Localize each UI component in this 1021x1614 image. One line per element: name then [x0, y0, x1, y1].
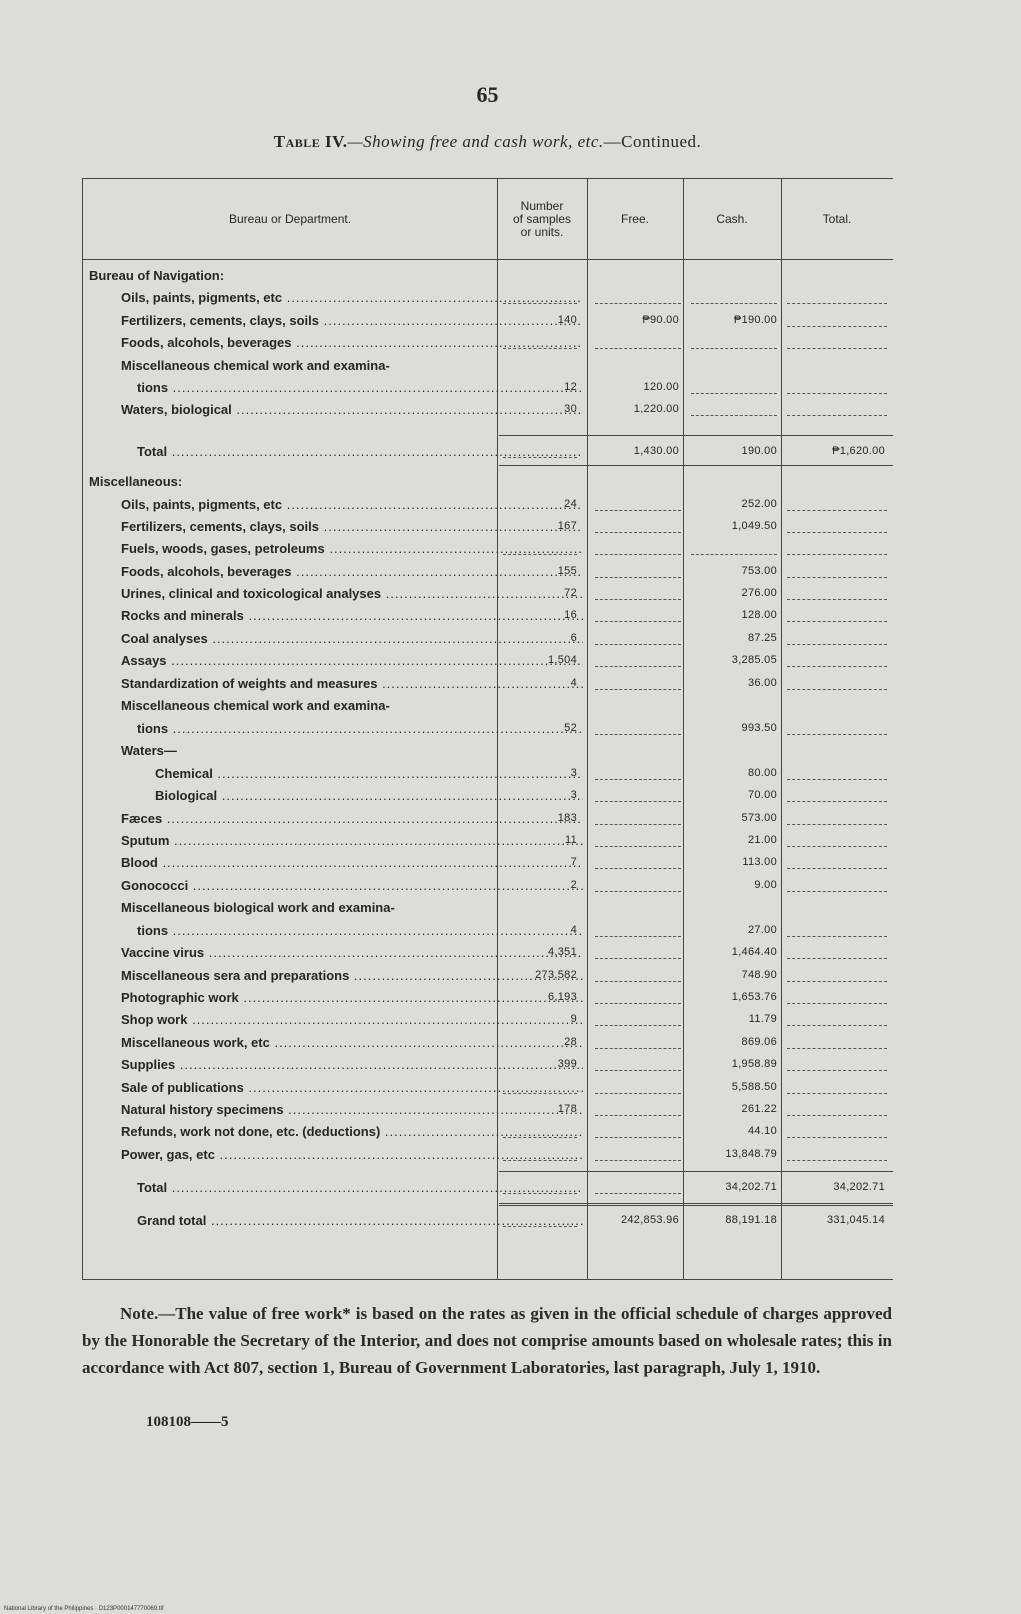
- table-row: [83, 516, 893, 538]
- table-row-subheading: [83, 740, 893, 762]
- data-table: [82, 178, 893, 1280]
- blank-dash: [787, 1160, 887, 1161]
- row-label: Sale of publications .....: [121, 1080, 583, 1095]
- footnote-text: Note.—The value of free work* is based on the rates as given in the official schedule of charges approved by the Honorable the Secretary of the Interior, and does not comprise amounts based on wholesale rates; this in accordance with Act 807, section 1, Bureau of Government Laboratories, last paragraph, July 1, 1910.: [82, 1304, 892, 1377]
- row-label: Blood .....: [121, 855, 583, 870]
- free-cell: 242,853.96: [620, 1214, 679, 1226]
- blank-dash: [503, 554, 577, 555]
- total-cell: 331,045.14: [826, 1214, 885, 1226]
- header-rule: [83, 259, 893, 260]
- table-row: [83, 1121, 893, 1143]
- blank-dash: [595, 1115, 681, 1116]
- row-label: Foods, alcohols, beverages .....: [121, 564, 583, 579]
- number-cell: 273,582: [535, 969, 577, 981]
- free-cell: 1,430.00: [633, 445, 679, 457]
- blank-dash: [787, 1115, 887, 1116]
- header-number-line: or units.: [520, 224, 564, 239]
- blank-dash: [787, 1025, 887, 1026]
- section-heading: [83, 265, 893, 287]
- blank-dash: [787, 1003, 887, 1004]
- table-row: [83, 494, 893, 516]
- row-label: Vaccine virus .....: [121, 945, 583, 960]
- section-heading: [83, 471, 893, 493]
- table-row: [83, 1144, 893, 1166]
- blank-dash: [595, 801, 681, 802]
- table-row-continued: [83, 897, 893, 919]
- blank-dash: [595, 936, 681, 937]
- row-label: Assays .....: [121, 653, 583, 668]
- header-number-line: Number: [520, 198, 564, 213]
- row-label: Fertilizers, cements, clays, soils .....: [121, 519, 583, 534]
- number-cell: 11: [564, 834, 577, 846]
- blank-dash: [691, 303, 777, 304]
- blank-dash: [503, 1137, 577, 1138]
- table-row: [83, 650, 893, 672]
- cash-cell: 88,191.18: [725, 1214, 777, 1226]
- table-row: [83, 310, 893, 332]
- blank-dash: [595, 846, 681, 847]
- blank-dash: [787, 801, 887, 802]
- header-free: Free.: [620, 211, 649, 226]
- blank-dash: [787, 958, 887, 959]
- row-label: Chemical .....: [155, 766, 583, 781]
- blank-dash: [503, 1093, 577, 1094]
- row-label: Biological .....: [155, 788, 583, 803]
- blank-dash: [787, 1070, 887, 1071]
- total-row: [83, 1177, 893, 1199]
- blank-dash: [595, 779, 681, 780]
- table-row: [83, 1099, 893, 1121]
- table-row: [83, 1054, 893, 1076]
- blank-dash: [595, 958, 681, 959]
- row-label: Fuels, woods, gases, petroleums .....: [121, 541, 583, 556]
- cash-cell: 44.10: [747, 1125, 777, 1137]
- number-cell: 52: [564, 722, 577, 734]
- blank-dash: [787, 666, 887, 667]
- cash-cell: 276.00: [741, 587, 777, 599]
- blank-dash: [595, 1070, 681, 1071]
- number-cell: 6,193: [547, 991, 577, 1003]
- cash-cell: 190.00: [741, 445, 777, 457]
- blank-dash: [595, 1137, 681, 1138]
- blank-dash: [595, 689, 681, 690]
- cash-cell: 34,202.71: [725, 1181, 777, 1193]
- number-cell: 24: [564, 498, 577, 510]
- row-label: Oils, paints, pigments, etc .....: [121, 290, 583, 305]
- blank-dash: [503, 457, 577, 458]
- header-bureau: Bureau or Department.: [228, 211, 352, 226]
- blank-dash: [787, 846, 887, 847]
- cash-cell: 753.00: [741, 565, 777, 577]
- cash-cell: 1,958.89: [731, 1058, 777, 1070]
- row-label: Miscellaneous chemical work and examina-: [121, 358, 390, 373]
- blank-dash: [691, 393, 777, 394]
- blank-dash: [787, 532, 887, 533]
- blank-dash: [595, 734, 681, 735]
- cash-cell: 1,653.76: [731, 991, 777, 1003]
- row-label: Sputum .....: [121, 833, 583, 848]
- table-row: [83, 1077, 893, 1099]
- blank-dash: [787, 510, 887, 511]
- blank-dash: [691, 348, 777, 349]
- table-row: [83, 1032, 893, 1054]
- sum-rule: [499, 1203, 893, 1206]
- row-label: Supplies .....: [121, 1057, 583, 1072]
- row-label: Photographic work .....: [121, 990, 583, 1005]
- row-label: Miscellaneous chemical work and examina-: [121, 698, 390, 713]
- blank-dash: [595, 891, 681, 892]
- blank-dash: [503, 1226, 577, 1227]
- blank-dash: [787, 689, 887, 690]
- number-cell: 3: [570, 789, 577, 801]
- table-row: [83, 287, 893, 309]
- table-row: [83, 399, 893, 421]
- row-label: Foods, alcohols, beverages .....: [121, 335, 583, 350]
- total-cell: ₱1,620.00: [832, 445, 885, 457]
- row-label: Miscellaneous biological work and examina-: [121, 900, 395, 915]
- table-row: [83, 942, 893, 964]
- blank-dash: [787, 936, 887, 937]
- row-label: Shop work .....: [121, 1012, 583, 1027]
- blank-dash: [787, 868, 887, 869]
- cash-cell: 3,285.05: [731, 654, 777, 666]
- row-label: Miscellaneous work, etc .....: [121, 1035, 583, 1050]
- cash-cell: 573.00: [741, 812, 777, 824]
- blank-dash: [787, 577, 887, 578]
- row-label: Fertilizers, cements, clays, soils .....: [121, 313, 583, 328]
- cash-cell: 21.00: [747, 834, 777, 846]
- number-cell: 12: [564, 381, 577, 393]
- row-label: Rocks and minerals .....: [121, 608, 583, 623]
- number-cell: 7: [570, 856, 577, 868]
- section-heading-label: Miscellaneous:: [89, 474, 183, 489]
- number-cell: 28: [564, 1036, 577, 1048]
- blank-dash: [787, 415, 887, 416]
- scan-credit: National Library of the Philippines · D123P000147770069.tif: [4, 1606, 164, 1612]
- number-cell: 155: [557, 565, 577, 577]
- table-title-label: Table IV.: [273, 132, 348, 151]
- number-cell: 399: [557, 1058, 577, 1070]
- row-label: Grand total .....: [137, 1213, 583, 1228]
- sum-rule: [499, 435, 893, 436]
- blank-dash: [787, 734, 887, 735]
- table-row: [83, 332, 893, 354]
- table-row-continued: [83, 695, 893, 717]
- cash-cell: 11.79: [748, 1013, 777, 1025]
- table-row: [83, 718, 893, 740]
- table-title-caption: —Showing free and cash work, etc.: [347, 132, 604, 151]
- number-cell: 167: [557, 520, 577, 532]
- blank-dash: [595, 1003, 681, 1004]
- blank-dash: [787, 779, 887, 780]
- total-cell: 34,202.71: [833, 1181, 885, 1193]
- row-label: tions .....: [137, 380, 583, 395]
- table-row: [83, 965, 893, 987]
- blank-dash: [595, 532, 681, 533]
- cash-cell: 70.00: [747, 789, 777, 801]
- free-cell: ₱90.00: [642, 314, 679, 326]
- table-row: [83, 987, 893, 1009]
- cash-cell: 128.00: [741, 609, 777, 621]
- table-row-continued: [83, 355, 893, 377]
- blank-dash: [503, 1193, 577, 1194]
- blank-dash: [595, 1025, 681, 1026]
- header-number-line: of samples: [512, 211, 572, 226]
- number-cell: 30: [564, 403, 577, 415]
- cash-cell: 869.06: [741, 1036, 777, 1048]
- row-label: Miscellaneous sera and preparations .....: [121, 968, 583, 983]
- blank-dash: [691, 415, 777, 416]
- row-label: tions .....: [137, 923, 583, 938]
- sum-rule: [499, 1171, 893, 1172]
- number-cell: 3: [570, 767, 577, 779]
- cash-cell: 27.00: [747, 924, 777, 936]
- number-cell: 1,504: [547, 654, 577, 666]
- blank-dash: [503, 303, 577, 304]
- table-title-suffix: —Continued.: [603, 132, 702, 151]
- cash-cell: ₱190.00: [733, 314, 777, 326]
- cash-cell: 261.22: [741, 1103, 777, 1115]
- blank-dash: [595, 824, 681, 825]
- table-row: [83, 785, 893, 807]
- blank-dash: [787, 981, 887, 982]
- row-label: Standardization of weights and measures .....: [121, 676, 583, 691]
- cash-cell: 5,588.50: [731, 1081, 777, 1093]
- table-row: [83, 852, 893, 874]
- blank-dash: [787, 824, 887, 825]
- table-row: [83, 808, 893, 830]
- blank-dash: [595, 1160, 681, 1161]
- blank-dash: [787, 326, 887, 327]
- number-cell: 9: [570, 1013, 577, 1025]
- blank-dash: [787, 554, 887, 555]
- blank-dash: [503, 1160, 577, 1161]
- cash-cell: 9.00: [754, 879, 777, 891]
- grand-total-row: [83, 1210, 893, 1232]
- number-cell: 6: [570, 632, 577, 644]
- table-row: [83, 875, 893, 897]
- blank-dash: [691, 554, 777, 555]
- table-row: [83, 561, 893, 583]
- blank-dash: [787, 1137, 887, 1138]
- row-label: Fæces .....: [121, 811, 583, 826]
- number-cell: 4: [570, 677, 577, 689]
- section-heading-label: Bureau of Navigation:: [89, 268, 225, 283]
- row-label: Waters—: [121, 743, 177, 758]
- table-row: [83, 377, 893, 399]
- free-cell: 1,220.00: [633, 403, 679, 415]
- number-cell: 16: [564, 609, 577, 621]
- cash-cell: 80.00: [747, 767, 777, 779]
- number-cell: 4: [570, 924, 577, 936]
- blank-dash: [595, 621, 681, 622]
- row-label: Waters, biological .....: [121, 402, 583, 417]
- table-title: [0, 132, 975, 152]
- printer-imprint: 108108——5: [146, 1414, 229, 1430]
- table-row: [83, 763, 893, 785]
- number-cell: 4,351: [547, 946, 577, 958]
- blank-dash: [787, 393, 887, 394]
- number-cell: 2: [570, 879, 577, 891]
- cash-cell: 1,049.50: [731, 520, 777, 532]
- row-label: Coal analyses .....: [121, 631, 583, 646]
- table-row: [83, 920, 893, 942]
- cash-cell: 252.00: [741, 498, 777, 510]
- table-row: [83, 538, 893, 560]
- blank-dash: [595, 981, 681, 982]
- header-total: Total.: [822, 211, 852, 226]
- table-row: [83, 830, 893, 852]
- blank-dash: [595, 510, 681, 511]
- row-label: Natural history specimens .....: [121, 1102, 583, 1117]
- row-label: Total .....: [137, 1180, 583, 1195]
- row-label: Total .....: [137, 444, 583, 459]
- blank-dash: [787, 1093, 887, 1094]
- header-number: [497, 179, 587, 259]
- blank-dash: [595, 868, 681, 869]
- number-cell: 72: [564, 587, 577, 599]
- footnote: [82, 1300, 892, 1381]
- blank-dash: [787, 621, 887, 622]
- blank-dash: [787, 599, 887, 600]
- blank-dash: [503, 348, 577, 349]
- blank-dash: [595, 577, 681, 578]
- blank-dash: [787, 644, 887, 645]
- cash-cell: 36.00: [747, 677, 777, 689]
- row-label: Refunds, work not done, etc. (deductions) .....: [121, 1124, 583, 1139]
- row-label: Urines, clinical and toxicological analyses .....: [121, 586, 583, 601]
- blank-dash: [595, 644, 681, 645]
- table-row: [83, 583, 893, 605]
- total-row: [83, 441, 893, 463]
- row-label: Gonococci .....: [121, 878, 583, 893]
- page-number: 65: [476, 82, 499, 107]
- number-cell: 183: [557, 812, 577, 824]
- blank-dash: [595, 303, 681, 304]
- blank-dash: [787, 348, 887, 349]
- blank-dash: [595, 1048, 681, 1049]
- blank-dash: [787, 1048, 887, 1049]
- row-label: Oils, paints, pigments, etc .....: [121, 497, 583, 512]
- blank-dash: [595, 1093, 681, 1094]
- table-row: [83, 605, 893, 627]
- blank-dash: [595, 599, 681, 600]
- number-cell: 140: [557, 314, 577, 326]
- row-label: tions .....: [137, 721, 583, 736]
- blank-dash: [787, 303, 887, 304]
- cash-cell: 993.50: [741, 722, 777, 734]
- cash-cell: 13,848.79: [725, 1148, 777, 1160]
- blank-dash: [595, 554, 681, 555]
- table-row: [83, 673, 893, 695]
- row-label: Power, gas, etc .....: [121, 1147, 583, 1162]
- cash-cell: 113.00: [742, 856, 777, 868]
- header-cash: Cash.: [716, 211, 748, 226]
- cash-cell: 748.90: [741, 969, 777, 981]
- blank-dash: [595, 666, 681, 667]
- blank-dash: [595, 1193, 681, 1194]
- cash-cell: 87.25: [747, 632, 777, 644]
- table-row: [83, 628, 893, 650]
- free-cell: 120.00: [643, 381, 679, 393]
- cash-cell: 1,464.40: [731, 946, 777, 958]
- blank-dash: [595, 348, 681, 349]
- blank-dash: [787, 891, 887, 892]
- number-cell: 178: [557, 1103, 577, 1115]
- sum-rule: [499, 465, 893, 466]
- table-row: [83, 1009, 893, 1031]
